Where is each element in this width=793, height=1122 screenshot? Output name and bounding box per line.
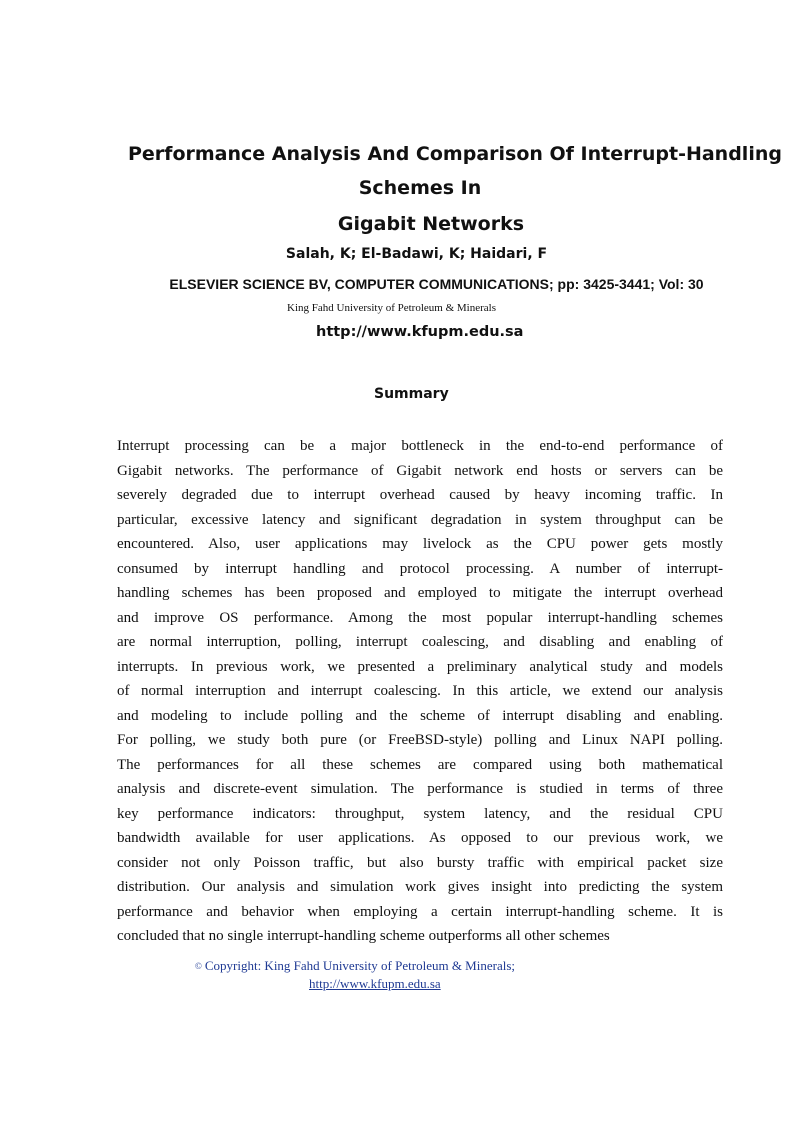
summary-line: Interrupt processing can be a major bottleneck in the end-to-end performance of	[117, 438, 723, 454]
summary-line: Gigabit networks. The performance of Gigabit network end hosts or servers can be	[117, 462, 723, 479]
journal-citation: ELSEVIER SCIENCE BV, COMPUTER COMMUNICATIONS; pp: 3425-3441; Vol: 30	[169, 276, 704, 292]
summary-line: key performance indicators: throughput, system latency, and the residual CPU	[117, 805, 723, 822]
title-line-1: Performance Analysis And Comparison Of Interrupt-Handling	[128, 143, 782, 165]
summary-line: distribution. Our analysis and simulation work gives insight into predicting the system	[117, 879, 723, 895]
summary-line: are normal interruption, polling, interrupt coalescing, and disabling and enabling of	[117, 634, 723, 650]
copyright-icon: ©	[195, 961, 202, 971]
summary-line: analysis and discrete-event simulation. The performance is studied in terms of three	[117, 781, 723, 797]
summary-line: performance and behavior when employing a certain interrupt-handling scheme. It is	[117, 903, 723, 920]
summary-paragraph	[117, 434, 723, 949]
summary-line: and improve OS performance. Among the most popular interrupt-handling schemes	[117, 609, 723, 626]
copyright-notice	[195, 958, 515, 974]
authors: Salah, K; El-Badawi, K; Haidari, F	[285, 246, 548, 262]
summary-line: encountered. Also, user applications may livelock as the CPU power gets mostly	[117, 536, 723, 552]
summary-line: handling schemes has been proposed and employed to mitigate the interrupt overhead	[117, 585, 723, 601]
summary-line: interrupts. In previous work, we presented a preliminary analytical study and models	[117, 658, 723, 675]
summary-line: The performances for all these schemes are compared using both mathematical	[117, 756, 723, 773]
summary-line: severely degraded due to interrupt overhead caused by heavy incoming traffic. In	[117, 487, 723, 503]
title-line-3: Gigabit Networks	[337, 213, 525, 235]
summary-line: of normal interruption and interrupt coalescing. In this article, we extend our analysis	[117, 683, 723, 699]
summary-line: consumed by interrupt handling and protocol processing. A number of interrupt-	[117, 560, 723, 577]
summary-line: For polling, we study both pure (or FreeBSD-style) polling and Linux NAPI polling.	[117, 732, 723, 748]
summary-line: consider not only Poisson traffic, but also bursty traffic with empirical packet size	[117, 854, 723, 871]
summary-line: concluded that no single interrupt-handling scheme outperforms all other schemes	[117, 928, 610, 944]
affiliation: King Fahd University of Petroleum & Minerals	[287, 302, 496, 314]
summary-line: bandwidth available for user applications. As opposed to our previous work, we	[117, 830, 723, 846]
summary-heading: Summary	[374, 386, 449, 402]
footer-url-link[interactable]: http://www.kfupm.edu.sa	[309, 976, 441, 991]
title-line-2: Schemes In	[358, 177, 482, 199]
university-url[interactable]: http://www.kfupm.edu.sa	[316, 324, 524, 340]
summary-line: and modeling to include polling and the scheme of interrupt disabling and enabling.	[117, 707, 723, 724]
summary-line: particular, excessive latency and significant degradation in system throughput can be	[117, 511, 723, 528]
copyright-text: Copyright: King Fahd University of Petroleum & Minerals;	[204, 958, 516, 973]
